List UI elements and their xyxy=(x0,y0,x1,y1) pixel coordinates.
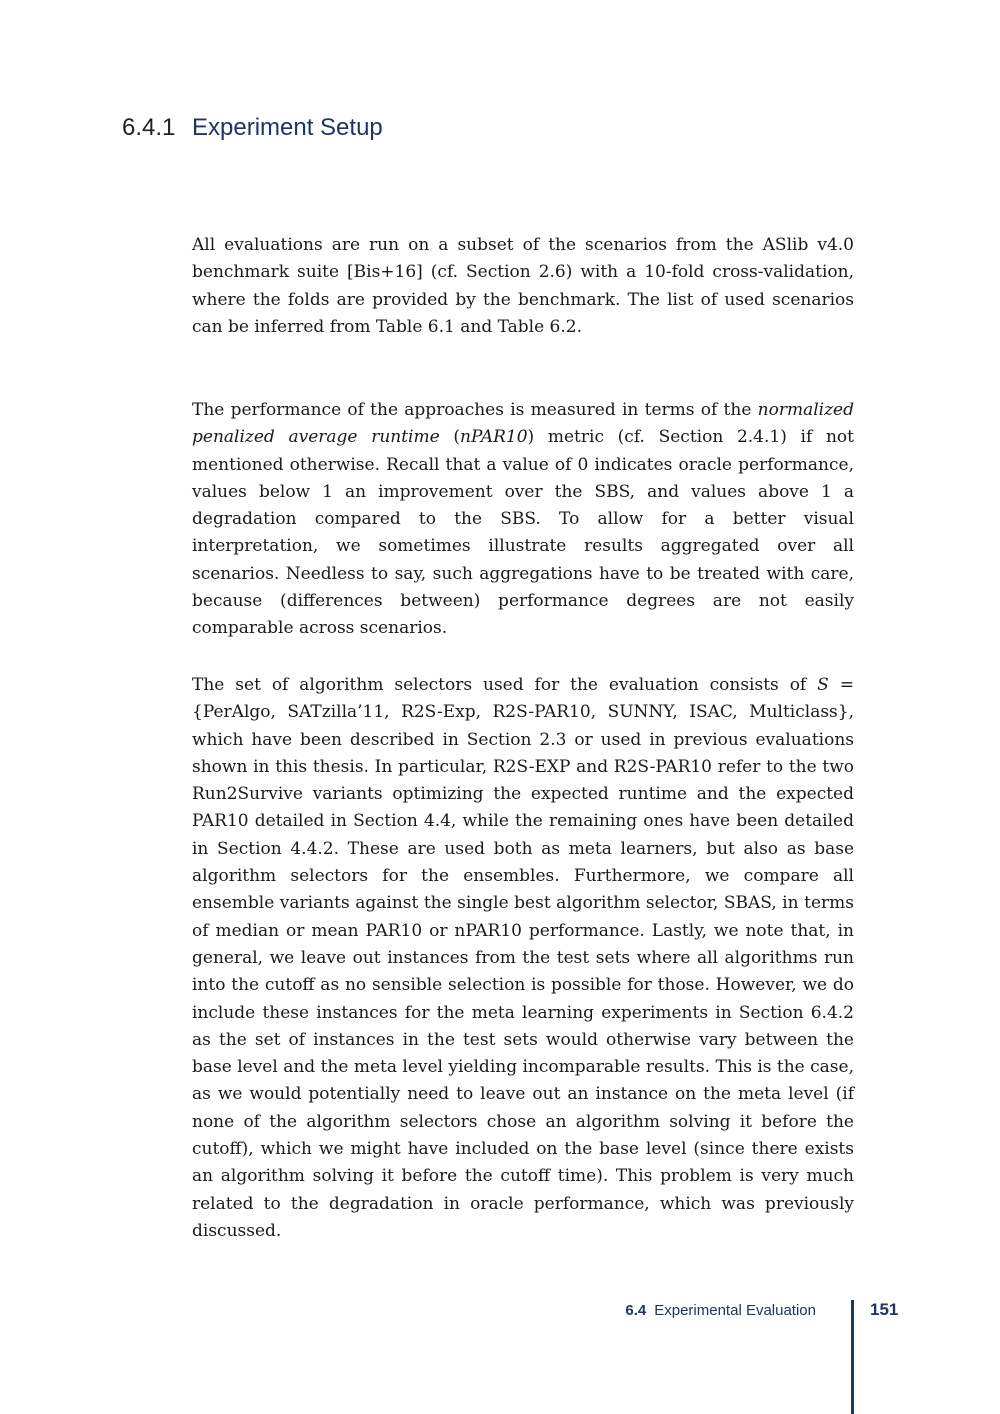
paragraph-1: All evaluations are run on a subset of the scenarios from the ASlib v4.0 benchmark suite [Bis+16] (cf. Section 2.6) with a 10-fold cross-validation, where the folds are provided by the benchmark. The list of used scenarios can be inferred from Table 6.1 and Table 6.2. xyxy=(192,235,854,337)
paragraph-3-text-b: = {PerAlgo, SATzilla’11, R2S-Exp, R2S-PAR10, SUNNY, ISAC, Multiclass}, which have been described in Section 2.3 or used in previous evaluations shown in this thesis. In particular, R2S-EXP and R2S-PAR10 refer to the two Run2Survive variants optimizing the expected runtime and the expected PAR10 detailed in Section 4.4, while the remaining ones have been detailed in Section 4.4.2. These are used both as meta learners, but also as base algorithm selectors for the ensembles. Furthermore, we compare all ensemble variants against the single best algorithm selector, SBAS, in terms of median or mean PAR10 or nPAR10 performance. Lastly, we note that, in general, we leave out instances from the test sets where all algorithms run into the cutoff as no sensible selection is possible for those. However, we do include these instances for the meta learning experiments in Section 6.4.2 as the set of instances in the test sets would otherwise vary between the base level and the meta level yielding incomparable results. This is the case, as we would potentially need to leave out an instance on the meta level (if none of the algorithm selectors chose an algorithm solving it before the cutoff), which we might have included on the base level (since there exists an algorithm solving it before the cutoff time). This problem is very much related to the degradation in oracle performance, which was previously discussed. xyxy=(192,675,854,1241)
footer-section-title: Experimental Evaluation xyxy=(654,1302,816,1319)
paragraph-2 xyxy=(192,397,854,643)
page-number: 151 xyxy=(870,1300,899,1319)
section-number: 6.4.1 xyxy=(122,114,176,141)
paragraph-2-emphasis-abbrev: nPAR10 xyxy=(460,427,528,448)
running-footer xyxy=(625,1300,816,1322)
section-title: Experiment Setup xyxy=(192,114,383,141)
paragraph-3-set-symbol: S xyxy=(817,675,829,695)
paragraph-3 xyxy=(192,672,854,1245)
footer-divider xyxy=(851,1300,854,1414)
section-heading xyxy=(122,112,383,144)
paragraph-2-text-a: The performance of the approaches is measured in terms of the xyxy=(192,400,758,420)
paragraph-2-text-c: ) metric (cf. Section 2.4.1) if not mentioned otherwise. Recall that a value of 0 indicates oracle performance, values below 1 an improvement over the SBS, and values above 1 a degradation compared to the SBS. To allow for a better visual interpretation, we sometimes illustrate results aggregated over all scenarios. Needless to say, such aggregations have to be treated with care, because (differences between) performance degrees are not easily comparable across scenarios. xyxy=(192,427,854,639)
paragraph-3-text-a: The set of algorithm selectors used for the evaluation consists of xyxy=(192,675,818,695)
footer-section-number: 6.4 xyxy=(625,1302,647,1319)
paragraph-2-emphasis-metric: normalized penalized average runtime xyxy=(192,400,854,448)
paragraph-2-text-b: ( xyxy=(439,427,460,448)
